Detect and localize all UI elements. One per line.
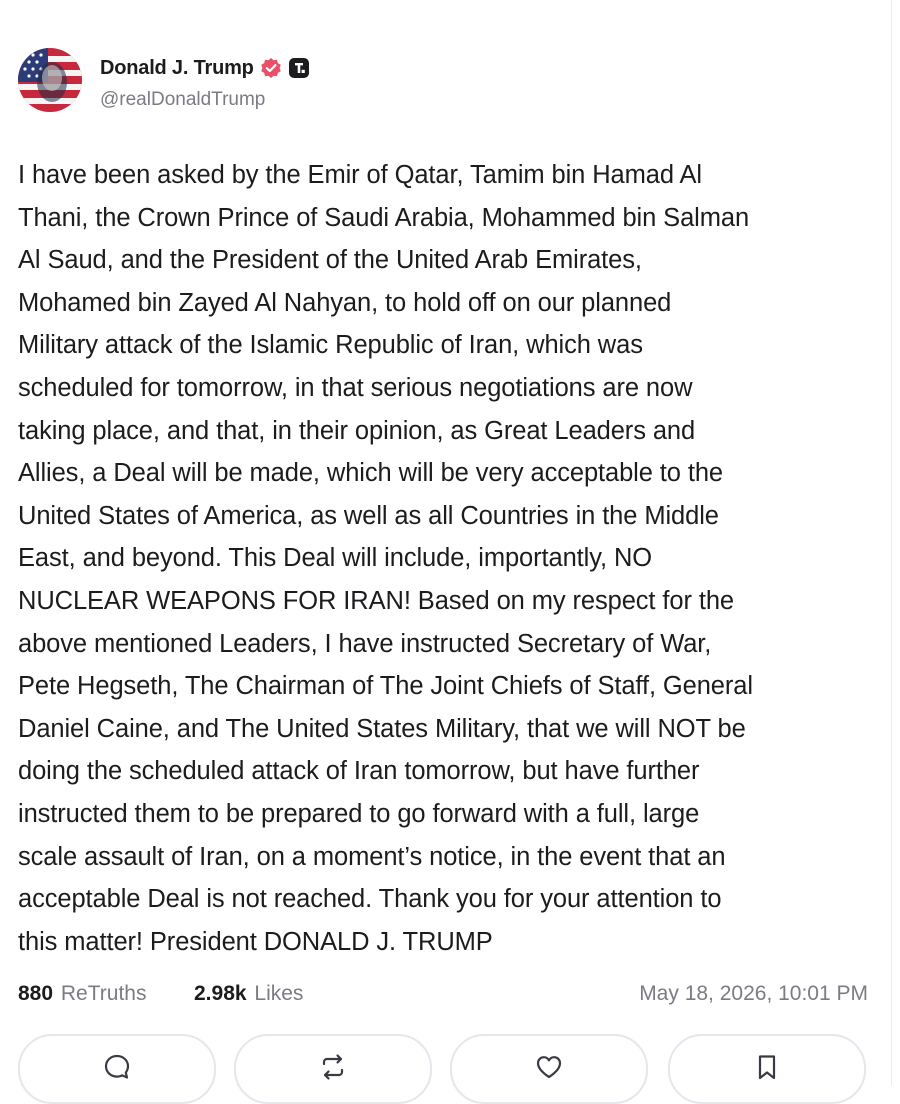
retruths-label: ReTruths bbox=[55, 982, 147, 1005]
post-text-line: scale assault of Iran, on a moment’s notice, in the event that an bbox=[18, 842, 726, 871]
retruths-stat[interactable] bbox=[18, 982, 146, 1006]
user-handle[interactable]: @realDonaldTrump bbox=[100, 89, 266, 110]
post-text-line: Daniel Caine, and The United States Military, that we will NOT be bbox=[18, 714, 746, 743]
post-text-line: Thani, the Crown Prince of Saudi Arabia, Mohammed bin Salman bbox=[18, 203, 750, 232]
post-text-line: Military attack of the Islamic Republic of Iran, which was bbox=[18, 331, 643, 360]
post-text-line: East, and beyond. This Deal will include, importantly, NO bbox=[18, 544, 652, 573]
post-text-line: taking place, and that, in their opinion, as Great Leaders and bbox=[18, 416, 696, 445]
post-text-line: acceptable Deal is not reached. Thank you for your attention to bbox=[18, 885, 722, 914]
post-text-line: United States of America, as well as all Countries in the Middle bbox=[18, 501, 719, 530]
bookmark-button[interactable] bbox=[668, 1034, 866, 1104]
post-text-line: Al Saud, and the President of the United Arab Emirates, bbox=[18, 246, 642, 275]
action-bar bbox=[18, 1034, 868, 1104]
display-name[interactable]: Donald J. Trump bbox=[100, 56, 254, 79]
post-text-line: Mohamed bin Zayed Al Nahyan, to hold off on our planned bbox=[18, 288, 672, 317]
post-text-line: instructed them to be prepared to go forward with a full, large bbox=[18, 799, 700, 828]
name-row bbox=[100, 56, 310, 80]
post-text-line: this matter! President DONALD J. TRUMP bbox=[18, 927, 493, 956]
avatar[interactable] bbox=[18, 48, 82, 112]
likes-label: Likes bbox=[248, 982, 304, 1005]
retruth-button[interactable] bbox=[234, 1034, 432, 1104]
avatar-image bbox=[18, 48, 82, 112]
reply-button[interactable] bbox=[18, 1034, 216, 1104]
post-stats bbox=[18, 978, 868, 1010]
verified-badge-icon bbox=[260, 57, 282, 79]
post-text-line: doing the scheduled attack of Iran tomorrow, but have further bbox=[18, 757, 700, 786]
likes-stat[interactable] bbox=[194, 982, 303, 1006]
heart-icon bbox=[534, 1052, 564, 1082]
comment-icon bbox=[102, 1052, 132, 1082]
post-text-line: Pete Hegseth, The Chairman of The Joint Chiefs of Staff, General bbox=[18, 672, 753, 701]
post-timestamp[interactable]: May 18, 2026, 10:01 PM bbox=[639, 982, 868, 1005]
post-text-line: NUCLEAR WEAPONS FOR IRAN! Based on my respect for the bbox=[18, 586, 734, 615]
column-divider bbox=[891, 0, 892, 1085]
post-text-line: I have been asked by the Emir of Qatar, Tamim bin Hamad Al bbox=[18, 161, 702, 189]
post-text-line: above mentioned Leaders, I have instructed Secretary of War, bbox=[18, 629, 712, 658]
likes-count: 2.98k bbox=[194, 982, 247, 1005]
repost-icon bbox=[318, 1052, 348, 1082]
bookmark-icon bbox=[752, 1052, 782, 1082]
like-button[interactable] bbox=[450, 1034, 648, 1104]
post-header bbox=[18, 46, 618, 116]
retruths-count: 880 bbox=[18, 982, 54, 1005]
app-badge-icon bbox=[288, 57, 310, 79]
post-text bbox=[18, 154, 878, 963]
post-text-line: scheduled for tomorrow, in that serious negotiations are now bbox=[18, 373, 693, 402]
post-text-line: Allies, a Deal will be made, which will be very acceptable to the bbox=[18, 459, 724, 488]
